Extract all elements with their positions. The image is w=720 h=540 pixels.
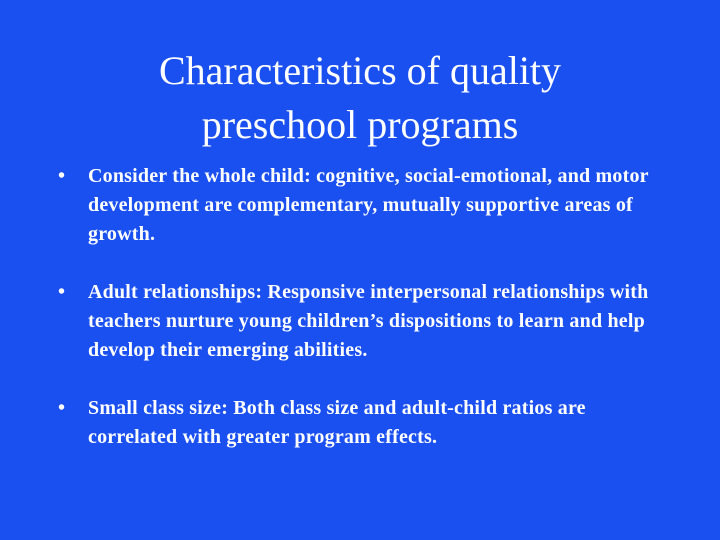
slide-title xyxy=(0,44,720,152)
bullet-item-whole-child xyxy=(58,162,658,249)
bullet-text: Adult relationships: Responsive interpersonal relationships with teachers nurture young children’s dispositions to learn and help develop their emerging abilities. xyxy=(88,281,649,361)
bullet-list xyxy=(58,162,658,481)
slide-title-line-2: preschool programs xyxy=(201,102,519,147)
slide-title-line-1: Characteristics of quality xyxy=(158,48,562,93)
bullet-item-adult-relationships xyxy=(58,278,658,365)
bullet-text: Small class size: Both class size and adult-child ratios are correlated with greater program effects. xyxy=(88,397,586,448)
bullet-marker: • xyxy=(58,281,66,303)
bullet-item-class-size xyxy=(58,394,658,452)
bullet-marker: • xyxy=(58,397,66,419)
bullet-text: Consider the whole child: cognitive, social-emotional, and motor development are complementary, mutually supportive areas of growth. xyxy=(88,165,649,245)
bullet-marker: • xyxy=(58,165,66,187)
